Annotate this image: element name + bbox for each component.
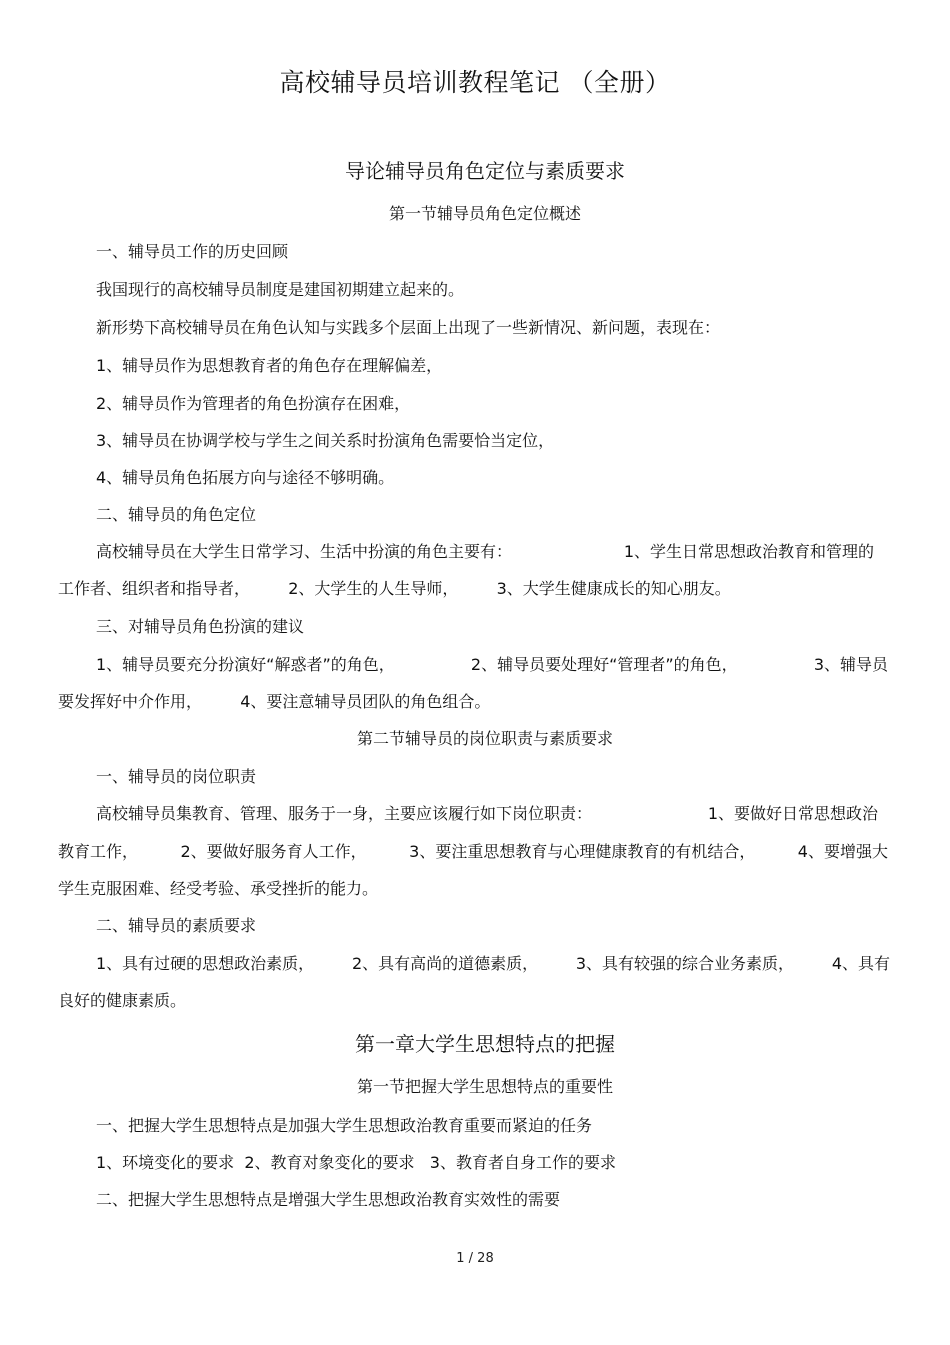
text-span: 3、大学生健康成长的知心朋友。 <box>496 579 731 598</box>
paragraph-role-line-1 <box>96 540 874 564</box>
text-span: 4、要增强大 <box>797 842 888 861</box>
text-span: 2、具有高尚的道德素质， <box>351 954 539 973</box>
section-heading-ch1-1: 第一节把握大学生思想特点的重要性 <box>356 1077 613 1096</box>
paragraph-history: 我国现行的高校辅导员制度是建国初期建立起来的。 <box>96 280 465 299</box>
subheading-importance-2: 二、把握大学生思想特点是增强大学生思想政治教育实效性的需要 <box>96 1190 561 1209</box>
text-span: 4、具有 <box>831 954 890 973</box>
subheading-history: 一、辅导员工作的历史回顾 <box>96 242 289 261</box>
text-span: 要发挥好中介作用， <box>58 692 203 711</box>
text-span: 1、要做好日常思想政治 <box>707 804 878 823</box>
paragraph-qualities-line-2: 良好的健康素质。 <box>58 991 187 1010</box>
text-span: 1、学生日常思想政治教育和管理的 <box>623 542 874 561</box>
section-heading-1: 第一节辅导员角色定位概述 <box>388 204 581 223</box>
text-span: 高校辅导员集教育、管理、服务于一身，主要应该履行如下岗位职责： <box>96 804 593 823</box>
section-heading-2: 第二节辅导员的岗位职责与素质要求 <box>356 729 613 748</box>
subheading-importance-1: 一、把握大学生思想特点是加强大学生思想政治教育重要而紧迫的任务 <box>96 1116 593 1135</box>
subheading-qualities: 二、辅导员的素质要求 <box>96 916 257 935</box>
text-span: 2、辅导员要处理好“管理者”的角色， <box>470 655 738 674</box>
list-item: 1、辅导员作为思想教育者的角色存在理解偏差， <box>96 356 443 375</box>
list-item: 4、辅导员角色拓展方向与途径不够明确。 <box>96 468 395 487</box>
document-title: 高校辅导员培训教程笔记 （全册） <box>279 68 671 97</box>
text-span: 4、要注意辅导员团队的角色组合。 <box>240 692 491 711</box>
chapter-heading-1: 第一章大学生思想特点的把握 <box>355 1032 615 1056</box>
paragraph-role-line-2 <box>58 577 731 601</box>
list-item: 2、辅导员作为管理者的角色扮演存在困难， <box>96 394 411 413</box>
text-span: 3、具有较强的综合业务素质， <box>575 954 795 973</box>
paragraph-duties-line-1 <box>96 802 878 826</box>
text-span: 2、要做好服务育人工作， <box>180 842 367 861</box>
paragraph-duties-line-3: 学生克服困难、经受考验、承受挫折的能力。 <box>58 879 379 898</box>
subheading-role: 二、辅导员的角色定位 <box>96 505 257 524</box>
text-span: 教育工作， <box>58 842 139 861</box>
text-span: 1、具有过硬的思想政治素质， <box>96 954 315 973</box>
paragraph-suggestions-line-2 <box>58 690 490 714</box>
paragraph-suggestions-line-1 <box>96 653 888 677</box>
subheading-suggestions: 三、对辅导员角色扮演的建议 <box>96 617 305 636</box>
text-span: 高校辅导员在大学生日常学习、生活中扮演的角色主要有： <box>96 542 513 561</box>
paragraph-duties-line-2 <box>58 840 888 864</box>
list-item: 1、环境变化的要求 2、教育对象变化的要求 3、教育者自身工作的要求 <box>96 1153 616 1172</box>
paragraph-qualities-line-1 <box>96 952 890 976</box>
paragraph-new-situation: 新形势下高校辅导员在角色认知与实践多个层面上出现了一些新情况、新问题，表现在： <box>96 318 721 337</box>
text-span: 1、辅导员要充分扮演好“解惑者”的角色， <box>96 655 395 674</box>
subheading-duties: 一、辅导员的岗位职责 <box>96 767 257 786</box>
chapter-heading-intro: 导论辅导员角色定位与素质要求 <box>345 159 625 183</box>
text-span: 2、大学生的人生导师， <box>288 579 459 598</box>
list-item: 3、辅导员在协调学校与学生之间关系时扮演角色需要恰当定位， <box>96 431 555 450</box>
text-span: 工作者、组织者和指导者， <box>58 579 251 598</box>
text-span: 3、要注重思想教育与心理健康教育的有机结合， <box>409 842 756 861</box>
page-number: 1 / 28 <box>456 1251 494 1266</box>
text-span: 3、辅导员 <box>813 655 888 674</box>
